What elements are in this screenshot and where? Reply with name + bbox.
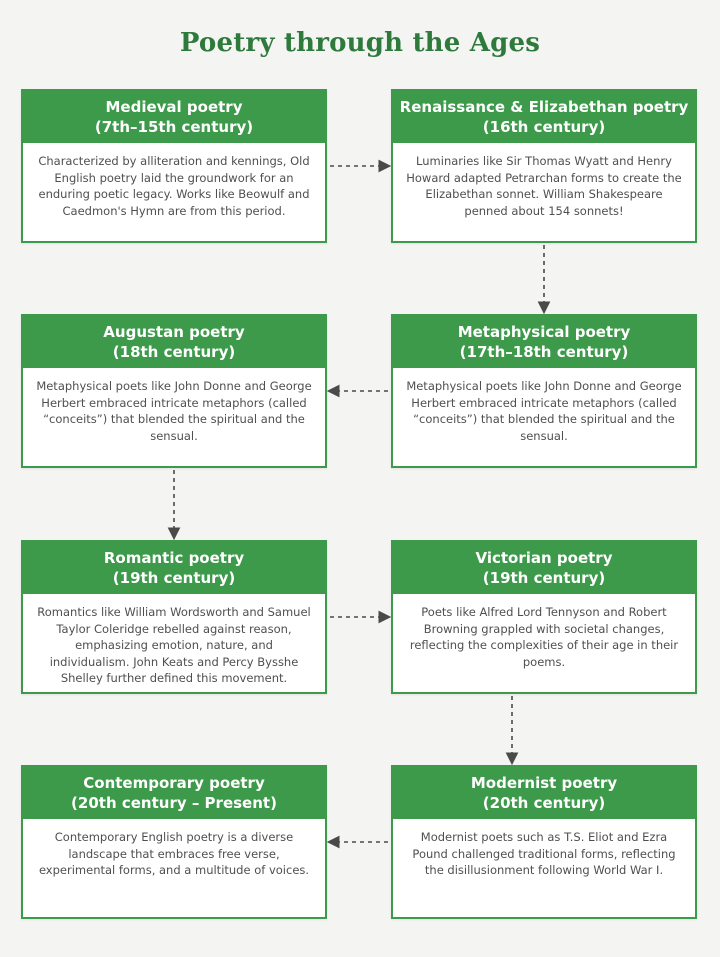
card-title: Metaphysical poetry [457, 323, 631, 341]
card-augustan [21, 314, 327, 468]
card-period: (20th century – Present) [71, 794, 277, 812]
card-description: Luminaries like Sir Thomas Wyatt and Henry Howard adapted Petrarchan forms to create the Elizabethan sonnet. William Shakespeare penned about 154 sonnets! [406, 154, 682, 218]
card-description: Modernist poets such as T.S. Eliot and Ezra Pound challenged traditional forms, reflecting the disillusionment following World War I. [412, 830, 676, 877]
card-metaphysical [391, 314, 697, 468]
card-description: Romantics like William Wordsworth and Samuel Taylor Coleridge rebelled against reason, emphasizing emotion, nature, and individualism. John Keats and Percy Bysshe Shelley further defined this movement. [37, 605, 311, 685]
card-title: Renaissance & Elizabethan poetry [399, 98, 689, 116]
card-period: (7th–15th century) [94, 118, 254, 136]
card-description: Metaphysical poets like John Donne and George Herbert embraced intricate metaphors (called “conceits”) that blended the spiritual and the sensual. [406, 379, 682, 443]
card-description: Characterized by alliteration and kennings, Old English poetry laid the groundwork for an enduring poetic legacy. Works like Beowulf and Caedmon's Hymn are from this period. [38, 154, 310, 218]
card-description: Contemporary English poetry is a diverse landscape that embraces free verse, experimental forms, and a multitude of voices. [38, 830, 310, 877]
card-header [393, 91, 695, 143]
card-modernist [391, 765, 697, 919]
card-header [393, 316, 695, 368]
card-period: (19th century) [112, 569, 236, 587]
card-title: Augustan poetry [103, 323, 245, 341]
page-title: Poetry through the Ages [179, 28, 541, 58]
card-period: (20th century) [482, 794, 606, 812]
card-description: Metaphysical poets like John Donne and George Herbert embraced intricate metaphors (called “conceits”) that blended the spiritual and the sensual. [36, 379, 312, 443]
card-victorian [391, 540, 697, 694]
card-header [23, 316, 325, 368]
card-header [393, 542, 695, 594]
card-romantic [21, 540, 327, 694]
card-period: (18th century) [112, 343, 236, 361]
card-title: Medieval poetry [105, 98, 243, 116]
card-description: Poets like Alfred Lord Tennyson and Robert Browning grappled with societal changes, reflecting the complexities of their age in their poems. [409, 605, 679, 669]
card-renaissance [391, 89, 697, 243]
card-period: (16th century) [482, 118, 606, 136]
card-period: (17th–18th century) [459, 343, 629, 361]
card-contemporary [21, 765, 327, 919]
card-header [23, 91, 325, 143]
card-title: Victorian poetry [475, 549, 613, 567]
card-header [23, 767, 325, 819]
card-title: Modernist poetry [470, 774, 618, 792]
card-period: (19th century) [482, 569, 606, 587]
card-title: Contemporary poetry [83, 774, 265, 792]
card-medieval [21, 89, 327, 243]
card-header [393, 767, 695, 819]
card-header [23, 542, 325, 594]
card-title: Romantic poetry [103, 549, 245, 567]
